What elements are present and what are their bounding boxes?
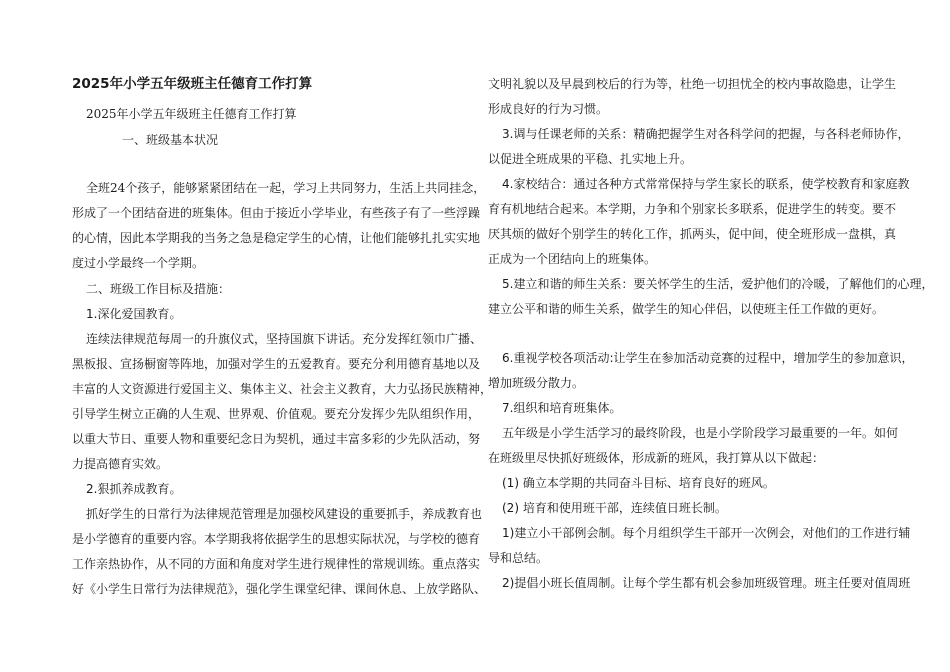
paragraph-line: 好《小学生日常行为法律规范》，强化学生课堂纪律、课间休息、上放学路队、 xyxy=(72,582,487,596)
paragraph-line: 正成为一个团结向上的班集体。 xyxy=(488,252,657,266)
list-item: 2)提倡小班长值周制。让每个学生都有机会参加班级管理。班主任要对值周班 xyxy=(502,576,911,590)
paragraph-line: 丰富的人文资源进行爱国主义、集体主义、社会主义教育，大力弘扬民族精神， xyxy=(72,382,493,396)
paragraph-line: 4.家校结合：通过各种方式常常保持与学生家长的联系，使学校教育和家庭教 xyxy=(502,177,910,191)
paragraph-line: 建立公平和谐的师生关系，做学生的知心伴侣，以使班主任工作做的更好。 xyxy=(488,302,885,316)
paragraph-line: 在班级里尽快抓好班级体，形成新的班风，我打算从以下做起： xyxy=(488,451,825,465)
paragraph-line: 增加班级分散力。 xyxy=(488,376,585,390)
paragraph-line: 文明礼貌以及早晨到校后的行为等，杜绝一切担忧全的校内事故隐患，让学生 xyxy=(488,77,897,91)
subheading: 1.深化爱国教育。 xyxy=(86,307,182,321)
paragraph-line: 全班24个孩子，能够紧紧团结在一起，学习上共同努力，生活上共同挂念， xyxy=(86,181,486,195)
paragraph-line: 形成良好的行为习惯。 xyxy=(488,102,609,116)
paragraph-line: 五年级是小学生活学习的最终阶段，也是小学阶段学习最重要的一年。如何 xyxy=(502,426,899,440)
paragraph-line: 以促进全班成果的平稳、扎实地上升。 xyxy=(488,152,693,166)
paragraph-line: 工作亲热协作，从不同的方面和角度对学生进行规律性的常规训练。重点落实 xyxy=(72,557,481,571)
paragraph-line: 以重大节日、重要人物和重要纪念日为契机，通过丰富多彩的少先队活动，努 xyxy=(72,432,481,446)
paragraph-line: 力提高德育实效。 xyxy=(72,457,169,471)
section-heading: 二、班级工作目标及措施： xyxy=(86,282,231,296)
section-heading: 一、班级基本状况 xyxy=(122,133,219,147)
paragraph-line: 引导学生树立正确的人生观、世界观、价值观。要充分发挥少先队组织作用， xyxy=(72,407,481,421)
paragraph-line: 度过小学最终一个学期。 xyxy=(72,256,205,270)
paragraph-line: 3.调与任课老师的关系：精确把握学生对各科学问的把握，与各科老师协作， xyxy=(502,127,910,141)
paragraph-line: 导和总结。 xyxy=(488,551,549,565)
paragraph-line: 育有机地结合起来。本学期，力争和个别家长多联系，促进学生的转变。要不 xyxy=(488,202,897,216)
document-title: 2025年小学五年级班主任德育工作打算 xyxy=(72,76,313,92)
paragraph-line: 黑板报、宣扬橱窗等阵地，加强对学生的五爱教育。要充分利用德育基地以及 xyxy=(72,357,481,371)
list-item: (1) 确立本学期的共同奋斗目标、培育良好的班风。 xyxy=(502,476,775,490)
paragraph-line: 是小学德育的重要内容。本学期我将依据学生的思想实际状况，与学校的德育 xyxy=(72,532,481,546)
list-item: (2) 培育和使用班干部，连续值日班长制。 xyxy=(502,501,727,515)
list-item: 1)建立小干部例会制。每个月组织学生干部开一次例会，对他们的工作进行辅 xyxy=(502,526,911,540)
paragraph-line: 连续法律规范每周一的升旗仪式，坚持国旗下讲话。充分发挥红领巾广播、 xyxy=(86,332,483,346)
paragraph-line: 6.重视学校各项活动:让学生在参加活动竞赛的过程中，增加学生的参加意识， xyxy=(502,351,914,365)
subheading: 7.组织和培育班集体。 xyxy=(502,401,622,415)
paragraph-line: 抓好学生的日常行为法律规范管理是加强校风建设的重要抓手，养成教育也 xyxy=(86,507,483,521)
subtitle: 2025年小学五年级班主任德育工作打算 xyxy=(86,107,297,121)
subheading: 2.狠抓养成教育。 xyxy=(86,482,182,496)
paragraph-line: 形成了一个团结奋进的班集体。但由于接近小学毕业，有些孩子有了一些浮躁 xyxy=(72,206,481,220)
paragraph-line: 5.建立和谐的师生关系：要关怀学生的生活，爱护他们的冷暖，了解他们的心理， xyxy=(502,277,934,291)
paragraph-line: 厌其烦的做好个别学生的转化工作，抓两头，促中间，使全班形成一盘棋，真 xyxy=(488,227,897,241)
paragraph-line: 的心情，因此本学期我的当务之急是稳定学生的心情，让他们能够扎扎实实地 xyxy=(72,231,481,245)
